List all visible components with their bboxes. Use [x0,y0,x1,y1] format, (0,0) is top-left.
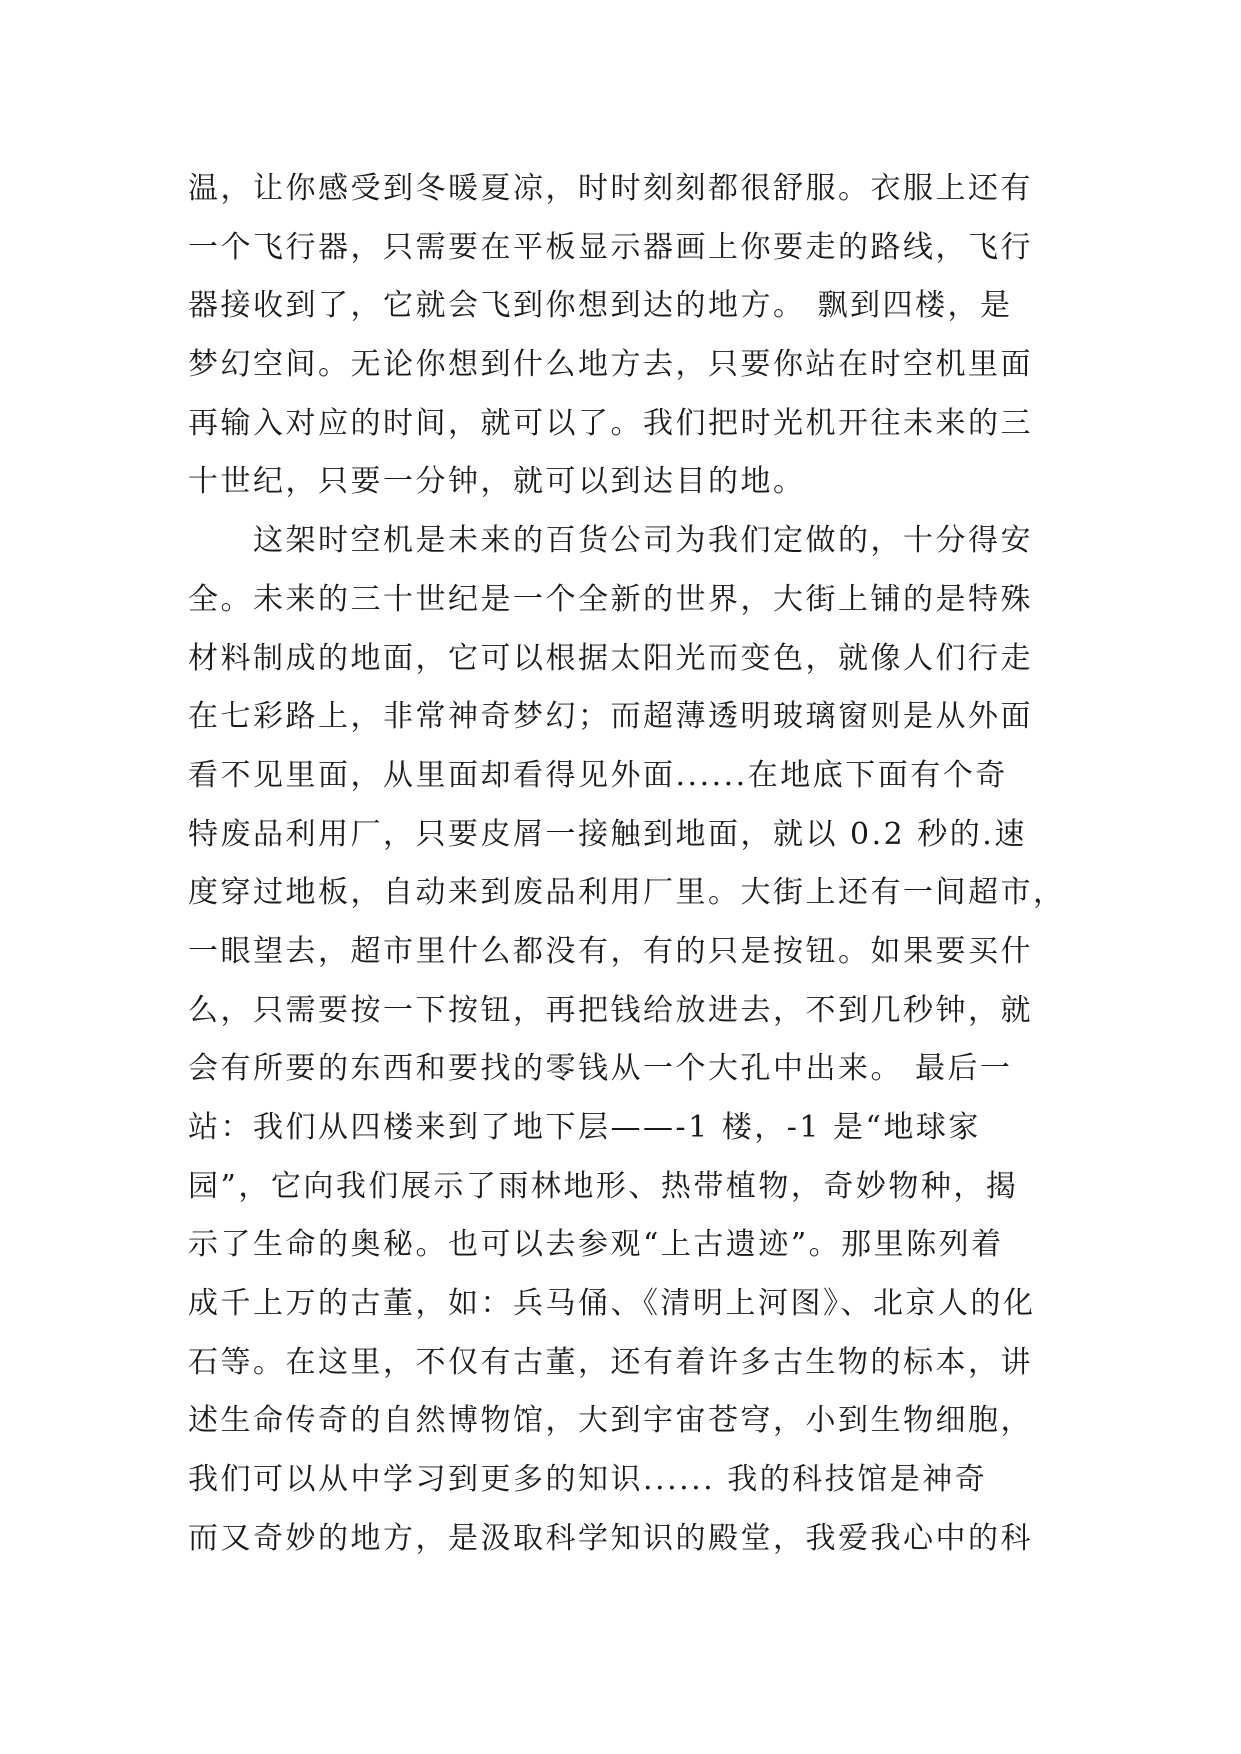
text-line: 成千上万的古董，如：兵马俑、《清明上河图》、北京人的化 [188,1286,1036,1322]
text-line: 全。未来的三十世纪是一个全新的世界，大街上铺的是特殊 [188,581,1033,617]
text-line: 度穿过地板，自动来到废品利用厂里。大街上还有一间超市， [188,875,1066,911]
text-line: 梦幻空间。无论你想到什么地方去，只要你站在时空机里面 [188,347,1033,383]
text-line: 示了生命的奥秘。也可以去参观“上古遗迹”。那里陈列着 [188,1227,1004,1263]
text-line: 我们可以从中学习到更多的知识...... 我的科技馆是神奇 [188,1462,988,1498]
text-line: 而又奇妙的地方，是汲取科学知识的殿堂，我爱我心中的科 [188,1520,1033,1556]
text-line: 一个飞行器，只需要在平板显示器画上你要走的路线，飞行 [188,229,1033,265]
text-line: 会有所要的东西和要找的零钱从一个大孔中出来。 最后一 [188,1051,1013,1087]
text-line: 材料制成的地面，它可以根据太阳光而变色，就像人们行走 [188,640,1033,676]
text-line: 园”，它向我们展示了雨林地形、热带植物，奇妙物种，揭 [188,1168,1019,1204]
text-line: 看不见里面，从里面却看得见外面......在地底下面有个奇 [188,757,1008,793]
text-line: 器接收到了，它就会飞到你想到达的地方。 飘到四楼，是 [188,288,1013,324]
text-line: 特废品利用厂，只要皮屑一接触到地面，就以 0.2 秒的.速 [188,816,1027,852]
text-line: 石等。在这里，不仅有古董，还有着许多古生物的标本，讲 [188,1344,1033,1380]
text-line: 温，让你感受到冬暖夏凉，时时刻刻都很舒服。衣服上还有 [188,171,1033,206]
text-line: 这架时空机是未来的百货公司为我们定做的，十分得安 [188,523,1033,559]
text-line: 十世纪，只要一分钟，就可以到达目的地。 [188,464,806,500]
text-line: 一眼望去，超市里什么都没有，有的只是按钮。如果要买什 [188,933,1033,969]
text-line: 在七彩路上，非常神奇梦幻；而超薄透明玻璃窗则是从外面 [188,699,1033,735]
body-text [188,160,1068,1569]
text-line: 么，只需要按一下按钮，再把钱给放进去，不到几秒钟，就 [188,992,1033,1028]
text-line: 再输入对应的时间，就可以了。我们把时光机开往未来的三 [188,405,1033,441]
text-line: 站：我们从四楼来到了地下层——-1 楼，-1 是“地球家 [188,1110,981,1145]
text-line: 述生命传奇的自然博物馆，大到宇宙苍穹，小到生物细胞， [188,1403,1033,1439]
